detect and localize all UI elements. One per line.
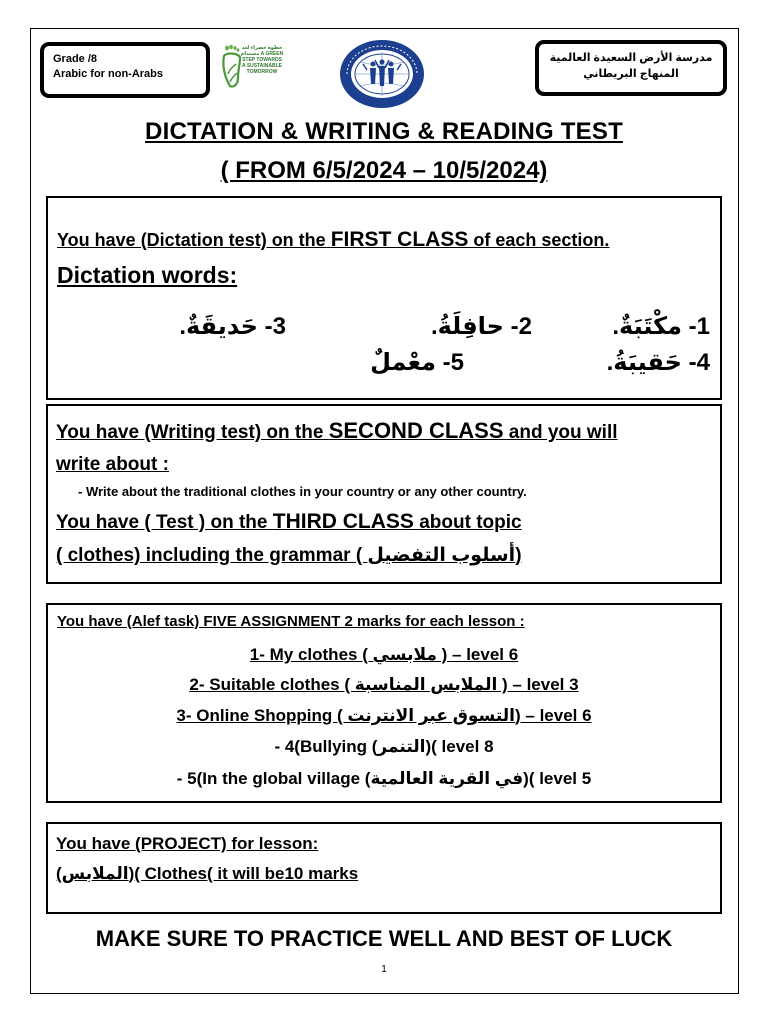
grade-box <box>40 42 210 98</box>
green-step-logo-text: خطوة خضراء لغد مستدام A GREEN STEP TOWARDS A SUSTAINABLE TOMORROW <box>240 45 284 75</box>
test-intro-emph: THIRD CLASS <box>272 510 414 533</box>
dictation-section <box>46 196 722 400</box>
test-dates: ( FROM 6/5/2024 – 10/5/2024) <box>220 157 548 184</box>
dictation-intro-emph: FIRST CLASS <box>330 228 469 251</box>
project-details: (الملابس)( Clothes( it will be10 marks <box>56 864 359 883</box>
alef-section <box>46 603 722 803</box>
writing-topic: - Write about the traditional clothes in your country or any other country. <box>78 484 527 499</box>
test-intro <box>56 510 522 534</box>
alef-lesson-2: 2- Suitable clothes ( الملابس المناسبة ) – level 3 <box>189 675 579 694</box>
writing-intro-end: and you will <box>503 422 618 443</box>
dictation-word-4: 4- حَقيبَةُ. <box>606 349 710 376</box>
test-title: DICTATION & WRITING & READING TEST <box>145 118 623 145</box>
dictation-intro <box>57 228 609 252</box>
dictation-heading: Dictation words: <box>57 262 238 288</box>
writing-intro-emph: SECOND CLASS <box>328 418 504 443</box>
alef-lesson-3: 3- Online Shopping ( التسوق عبر الانترنت) – level 6 <box>176 706 592 725</box>
subject-label: Arabic for non-Arabs <box>53 68 164 80</box>
curriculum-label: المنهاج البريطاني <box>583 68 679 80</box>
grade-label: Grade /8 <box>53 53 98 65</box>
alef-heading: You have (Alef task) FIVE ASSIGNMENT 2 marks for each lesson : <box>57 613 525 630</box>
writing-section <box>46 404 722 584</box>
writing-intro <box>56 418 618 444</box>
dictation-word-5: 5- معْملٌ <box>370 349 464 376</box>
dictation-word-2: 2- حافِلَةُ. <box>430 313 532 340</box>
alef-lesson-1: 1- My clothes ( ملابسي ) – level 6 <box>249 645 519 664</box>
project-section <box>46 822 722 914</box>
test-topic: ( clothes) including the grammar ( أسلوب التفضيل) <box>56 545 522 566</box>
closing-message: MAKE SURE TO PRACTICE WELL AND BEST OF LUCK <box>95 926 673 951</box>
test-intro-start: You have ( Test ) on the <box>56 512 273 533</box>
project-heading: You have (PROJECT) for lesson: <box>56 834 319 853</box>
writing-about: write about : <box>56 454 169 475</box>
writing-intro-start: You have (Writing test) on the <box>56 422 329 443</box>
alef-lesson-5: - 5(In the global village (في القرية العالمية)( level 5 <box>176 769 592 788</box>
page-number: 1 <box>381 964 387 975</box>
school-box <box>535 40 727 96</box>
dictation-intro-end: of each section. <box>468 230 610 250</box>
dictation-word-3: 3- حَديقَةٌ. <box>179 313 286 340</box>
test-intro-end: about topic <box>413 512 522 533</box>
school-seal-icon <box>337 38 427 110</box>
school-name: مدرسة الأرض السعيدة العالمية <box>549 52 713 64</box>
alef-lesson-4: - 4(Bullying (التنمر)( level 8 <box>274 737 494 756</box>
dictation-word-1: 1- مكْتَبَةٌ. <box>612 313 710 340</box>
dictation-intro-start: You have (Dictation test) on the <box>57 230 331 250</box>
